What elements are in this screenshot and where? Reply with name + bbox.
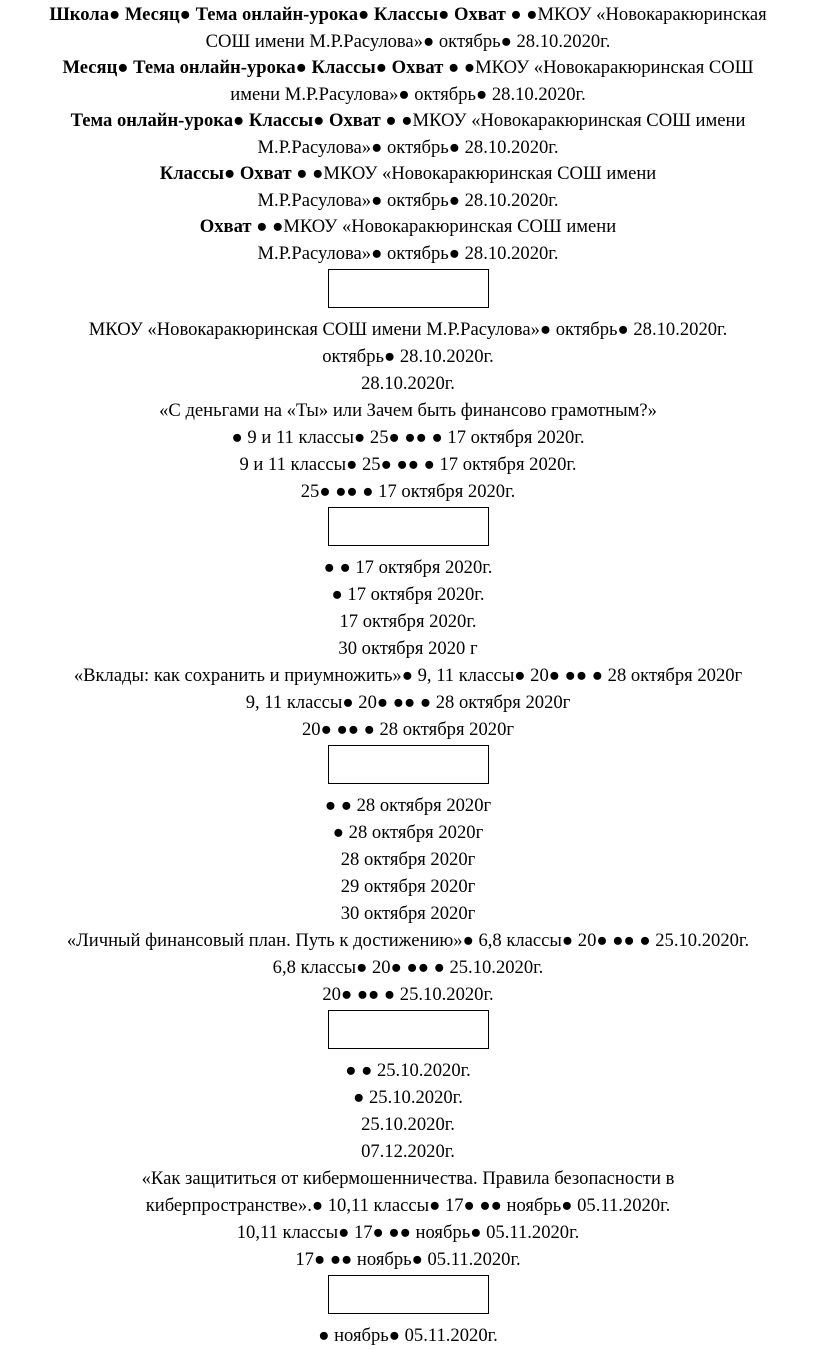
text-line-r37 — [0, 1165, 816, 1192]
text-line-r19 — [0, 581, 816, 608]
line-text: ● ● 17 октября 2020г. — [323, 557, 493, 578]
line-text: 6,8 классы● 20● ●● ● 25.10.2020г. — [272, 957, 544, 978]
text-line-r7 — [0, 161, 816, 188]
line-text: ● 9 и 11 классы● 25● ●● ● 17 октября 2020г. — [231, 427, 585, 448]
text-line-r5 — [0, 108, 816, 135]
line-text: 20● ●● ● 28 октября 2020г — [302, 719, 514, 740]
empty-table-cell — [328, 1275, 489, 1314]
line-text: 28.10.2020г. — [361, 373, 455, 394]
empty-table-cell — [328, 269, 489, 308]
line-text: 9, 11 классы● 20● ●● ● 28 октября 2020г — [245, 692, 571, 713]
text-line-r30 — [0, 927, 816, 954]
line-text: 25.10.2020г. — [361, 1114, 455, 1135]
text-line-r17 — [0, 478, 816, 505]
text-line-r3 — [0, 55, 816, 82]
text-line-r9 — [0, 214, 816, 241]
text-line-r4 — [0, 82, 816, 109]
text-line-r14 — [0, 397, 816, 424]
line-text: «Как защититься от кибермошенничества. Правила безопасности в — [141, 1168, 675, 1189]
text-line-r28 — [0, 873, 816, 900]
text-line-r33 — [0, 1057, 816, 1084]
line-text: МКОУ «Новокаракюринская — [537, 4, 767, 25]
text-line-r32 — [0, 981, 816, 1008]
line-text: МКОУ «Новокаракюринская СОШ имени — [412, 110, 746, 131]
bold-header-text: Тема онлайн-урока● Классы● Охват ● ● — [70, 110, 413, 131]
line-text: М.Р.Расулова»● октябрь● 28.10.2020г. — [257, 189, 559, 211]
text-line-r29 — [0, 900, 816, 927]
line-text: «Личный финансовый план. Путь к достижению»● 6,8 классы● 20● ●● ● 25.10.2020г. — [66, 930, 750, 951]
text-line-r31 — [0, 954, 816, 981]
text-line-r20 — [0, 608, 816, 635]
text-line-r1 — [0, 2, 816, 29]
text-line-r39 — [0, 1219, 816, 1246]
line-text: ● 17 октября 2020г. — [331, 584, 485, 605]
line-text: 28 октября 2020г — [340, 849, 476, 870]
text-line-r27 — [0, 846, 816, 873]
text-line-r34 — [0, 1084, 816, 1111]
line-text: М.Р.Расулова»● октябрь● 28.10.2020г. — [257, 242, 559, 264]
line-text: СОШ имени М.Р.Расулова»● октябрь● 28.10.2020г. — [205, 30, 611, 52]
line-text: МКОУ «Новокаракюринская СОШ — [475, 57, 754, 78]
bold-header-text: Охват ● ● — [199, 216, 284, 237]
text-line-r23 — [0, 689, 816, 716]
text-line-r8 — [0, 188, 816, 215]
line-text: 07.12.2020г. — [361, 1141, 455, 1162]
bold-header-text: Школа● Месяц● Тема онлайн-урока● Классы● Охват ● ● — [49, 4, 538, 25]
line-text: 30 октября 2020 г — [338, 638, 478, 659]
line-text: ● ● 25.10.2020г. — [345, 1060, 471, 1081]
text-line-r18 — [0, 554, 816, 581]
line-text: 25● ●● ● 17 октября 2020г. — [300, 481, 516, 502]
line-text: киберпространстве».● 10,11 классы● 17● ●● ноябрь● 05.11.2020г. — [145, 1195, 671, 1216]
bold-header-text: Месяц● Тема онлайн-урока● Классы● Охват ● ● — [62, 57, 476, 78]
line-text: МКОУ «Новокаракюринская СОШ имени — [323, 163, 657, 184]
text-line-r40 — [0, 1246, 816, 1273]
line-text: ● 28 октября 2020г — [332, 822, 484, 843]
text-line-r2 — [0, 29, 816, 56]
line-text: 30 октября 2020г — [340, 903, 476, 924]
line-text: 9 и 11 классы● 25● ●● ● 17 октября 2020г. — [239, 454, 577, 475]
text-line-r15 — [0, 424, 816, 451]
text-line-r13 — [0, 370, 816, 397]
line-text: М.Р.Расулова»● октябрь● 28.10.2020г. — [257, 136, 559, 158]
line-text: 29 октября 2020г — [340, 876, 476, 897]
empty-table-cell — [328, 507, 489, 546]
text-line-r41 — [0, 1322, 816, 1349]
text-line-r12 — [0, 343, 816, 370]
bold-header-text: Классы● Охват ● ● — [159, 163, 324, 184]
text-line-r24 — [0, 716, 816, 743]
empty-table-cell — [328, 745, 489, 784]
text-line-r35 — [0, 1111, 816, 1138]
line-text: МКОУ «Новокаракюринская СОШ имени М.Р.Расулова»● октябрь● 28.10.2020г. — [88, 319, 728, 340]
text-line-r25 — [0, 792, 816, 819]
text-line-r36 — [0, 1138, 816, 1165]
line-text: ● ноябрь● 05.11.2020г. — [318, 1325, 498, 1346]
line-text: «Вклады: как сохранить и приумножить»● 9, 11 классы● 20● ●● ● 28 октября 2020г — [73, 665, 743, 686]
text-line-r22 — [0, 662, 816, 689]
line-text: «С деньгами на «Ты» или Зачем быть финансово грамотным?» — [159, 400, 657, 421]
line-text: ● 25.10.2020г. — [353, 1087, 463, 1108]
line-text: 17 октября 2020г. — [339, 611, 477, 632]
line-text: 20● ●● ● 25.10.2020г. — [322, 984, 494, 1005]
line-text: ● ● 28 октября 2020г — [324, 795, 492, 816]
text-line-r26 — [0, 819, 816, 846]
text-line-r38 — [0, 1192, 816, 1219]
text-line-r11 — [0, 316, 816, 343]
line-text: 10,11 классы● 17● ●● ноябрь● 05.11.2020г. — [236, 1222, 580, 1243]
text-line-r16 — [0, 451, 816, 478]
line-text: имени М.Р.Расулова»● октябрь● 28.10.2020г. — [230, 83, 586, 105]
empty-table-cell — [328, 1010, 489, 1049]
text-line-r6 — [0, 135, 816, 162]
text-line-r21 — [0, 635, 816, 662]
line-text: 17● ●● ноябрь● 05.11.2020г. — [295, 1249, 521, 1270]
line-text: октябрь● 28.10.2020г. — [322, 346, 494, 367]
line-text: МКОУ «Новокаракюринская СОШ имени — [283, 216, 617, 237]
text-line-r10 — [0, 241, 816, 268]
